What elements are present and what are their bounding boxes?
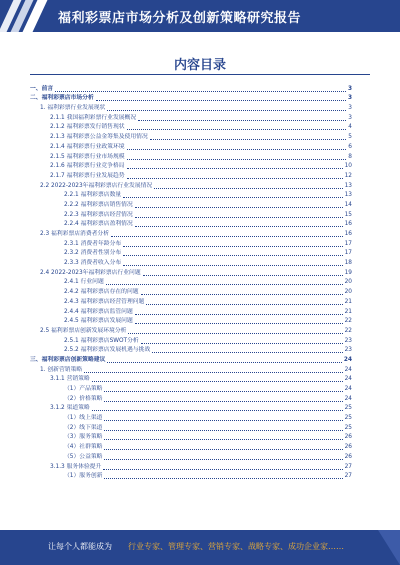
toc-entry[interactable] <box>30 297 352 307</box>
toc-entry-label: 2.4.2 福利彩票店存在的问题 <box>64 289 139 296</box>
toc-entry[interactable] <box>30 278 352 288</box>
toc-entry-label: 2.2.2 福利彩票店销售情况 <box>64 201 133 208</box>
table-of-contents <box>30 84 352 481</box>
toc-entry-page: 10 <box>344 163 352 170</box>
toc-entry-label: 2.2.3 福利彩票店经营情况 <box>64 211 133 218</box>
toc-entry-label: 3.1.1 营销策略 <box>50 376 90 383</box>
toc-entry[interactable] <box>30 326 352 336</box>
toc-leader-dots <box>107 362 342 363</box>
toc-entry[interactable] <box>30 142 352 152</box>
toc-entry[interactable] <box>30 229 352 239</box>
toc-leader-dots <box>135 207 343 208</box>
toc-entry[interactable] <box>30 162 352 172</box>
toc-entry-label: 2.1.4 福利彩票行业政策环境 <box>50 143 125 150</box>
toc-entry[interactable] <box>30 132 352 142</box>
toc-entry[interactable] <box>30 84 352 94</box>
toc-entry-page: 25 <box>344 424 352 431</box>
toc-entry-page: 26 <box>344 444 352 451</box>
toc-leader-dots <box>141 294 343 295</box>
toc-entry-label: 2.2 2022-2023年福利彩票店行业发展情况 <box>40 182 153 189</box>
toc-entry-page: 12 <box>344 172 352 179</box>
footer-tagline: 行业专家、管理专家、营销专家、战略专家、成功企业家…… <box>128 542 344 551</box>
toc-leader-dots <box>107 110 346 111</box>
toc-entry-page: 24 <box>344 366 352 373</box>
toc-entry-label: （1）线上渠道 <box>64 415 103 422</box>
toc-entry-page: 5 <box>348 134 352 141</box>
toc-entry-label: （1）服务创新 <box>64 473 103 480</box>
toc-entry[interactable] <box>30 404 352 414</box>
toc-entry[interactable] <box>30 181 352 191</box>
toc-entry-label: 3.1.2 渠道策略 <box>50 405 90 412</box>
toc-leader-dots <box>141 343 343 344</box>
toc-entry-page: 8 <box>348 153 352 160</box>
toc-leader-dots <box>104 430 342 431</box>
toc-entry-label: 2.1.6 福利彩票行业竞争格局 <box>50 163 125 170</box>
toc-entry[interactable] <box>30 423 352 433</box>
toc-entry[interactable] <box>30 452 352 462</box>
toc-leader-dots <box>138 120 346 121</box>
toc-entry[interactable] <box>30 375 352 385</box>
toc-entry[interactable] <box>30 249 352 259</box>
toc-leader-dots <box>150 139 347 140</box>
toc-entry-page: 4 <box>348 124 352 131</box>
toc-entry-page: 21 <box>344 308 352 315</box>
toc-leader-dots <box>104 420 342 421</box>
toc-entry-page: 26 <box>344 434 352 441</box>
toc-entry-page: 24 <box>344 395 352 402</box>
toc-entry-label: 1. 创新营销策略 <box>40 366 83 373</box>
toc-entry-label: 2.3.2 消费者性别分布 <box>64 250 122 257</box>
toc-leader-dots <box>127 168 343 169</box>
toc-entry-page: 14 <box>344 201 352 208</box>
toc-entry-page: 19 <box>344 269 352 276</box>
toc-entry-page: 23 <box>344 347 352 354</box>
toc-entry-label: 一、前言 <box>30 85 54 92</box>
toc-entry-page: 24 <box>343 356 352 363</box>
toc-entry[interactable] <box>30 268 352 278</box>
toc-entry[interactable] <box>30 220 352 230</box>
toc-entry[interactable] <box>30 346 352 356</box>
toc-leader-dots <box>111 236 343 237</box>
toc-entry-page: 25 <box>344 405 352 412</box>
toc-entry-page: 24 <box>344 386 352 392</box>
report-footer <box>0 530 400 565</box>
toc-entry-label: 2.4 2022-2023年福利彩票店行业问题 <box>40 269 141 276</box>
toc-entry[interactable] <box>30 365 352 375</box>
toc-entry[interactable] <box>30 394 352 404</box>
toc-entry-label: （2）价格策略 <box>64 395 103 402</box>
toc-entry[interactable] <box>30 433 352 443</box>
toc-entry[interactable] <box>30 413 352 423</box>
toc-entry-label: 2.1.2 福利彩票发行销售现状 <box>50 124 125 131</box>
toc-leader-dots <box>128 333 342 334</box>
toc-entry-label: 1. 福利彩票行业发展现状 <box>40 105 106 112</box>
toc-entry-page: 25 <box>344 415 352 422</box>
toc-entry-label: 2.2.1 福利彩票店数量 <box>64 192 122 199</box>
toc-entry-label: 2.5.2 福利彩票店发展机遇与挑战 <box>64 347 151 354</box>
toc-leader-dots <box>152 352 342 353</box>
toc-entry-label: 2.1.1 我国福利彩票行业发展概况 <box>50 114 137 121</box>
toc-entry[interactable] <box>30 94 352 104</box>
toc-entry-label: （1）产品策略 <box>64 386 103 392</box>
toc-entry[interactable] <box>30 336 352 346</box>
toc-leader-dots <box>135 314 343 315</box>
toc-leader-dots <box>123 255 342 256</box>
toc-heading: 内容目录 <box>173 58 226 73</box>
toc-entry-page: 13 <box>344 182 352 189</box>
toc-leader-dots <box>106 284 343 285</box>
toc-entry[interactable] <box>30 191 352 201</box>
toc-entry[interactable] <box>30 103 352 113</box>
toc-leader-dots <box>84 372 342 373</box>
toc-entry-page: 27 <box>344 473 352 480</box>
toc-entry-label: 2.4.5 福利彩票店发展问题 <box>64 318 133 325</box>
toc-entry-label: 2.2.4 福利彩票店盈利情况 <box>64 221 133 228</box>
toc-entry-page: 18 <box>344 260 352 267</box>
toc-leader-dots <box>123 246 342 247</box>
toc-leader-dots <box>104 478 342 479</box>
toc-leader-dots <box>123 197 342 198</box>
toc-entry-label: （4）社群策略 <box>64 444 103 451</box>
toc-entry[interactable] <box>30 113 352 123</box>
toc-leader-dots <box>154 188 342 189</box>
toc-entry-page: 3 <box>347 85 352 92</box>
toc-divider <box>30 74 370 75</box>
toc-entry-page: 16 <box>344 231 352 237</box>
toc-entry-label: 三、福利彩票店创新策略建议 <box>30 356 106 363</box>
toc-leader-dots <box>55 91 346 92</box>
toc-entry-label: 2.1.3 福利彩票公益金筹集及使用情况 <box>50 134 148 141</box>
toc-leader-dots <box>143 275 343 276</box>
toc-leader-dots <box>104 459 342 460</box>
toc-entry-label: 2.5.1 福利彩票店SWOT分析 <box>64 337 139 344</box>
toc-leader-dots <box>92 410 343 411</box>
toc-entry-page: 3 <box>348 114 352 121</box>
toc-leader-dots <box>123 265 342 266</box>
toc-entry-page: 20 <box>344 289 352 296</box>
toc-entry-label: 2.3.1 消费者年龄分布 <box>64 240 122 247</box>
toc-entry-page: 15 <box>344 211 352 218</box>
toc-leader-dots <box>104 439 342 440</box>
toc-entry[interactable] <box>30 239 352 249</box>
toc-entry-page: 3 <box>348 105 352 112</box>
toc-entry-label: 2.3.3 消费者收入分布 <box>64 260 122 267</box>
toc-leader-dots <box>135 323 343 324</box>
toc-leader-dots <box>104 401 342 402</box>
toc-entry-page: 21 <box>344 298 352 305</box>
toc-leader-dots <box>135 217 343 218</box>
toc-leader-dots <box>127 159 347 160</box>
toc-leader-dots <box>127 149 347 150</box>
toc-entry-label: 2.1.5 福利彩票行业市场规模 <box>50 153 125 160</box>
toc-leader-dots <box>146 304 342 305</box>
toc-entry[interactable] <box>30 287 352 297</box>
toc-entry-page: 20 <box>344 279 352 286</box>
toc-entry-label: 2.4.1 行业问题 <box>64 279 104 286</box>
toc-leader-dots <box>104 391 342 392</box>
toc-entry[interactable] <box>30 258 352 268</box>
toc-entry-label: 2.3 福利彩票店消费者分析 <box>40 231 110 237</box>
toc-leader-dots <box>104 449 342 450</box>
toc-entry-page: 22 <box>344 318 352 325</box>
toc-entry[interactable] <box>30 200 352 210</box>
toc-entry-label: （5）公益策略 <box>64 453 103 460</box>
toc-entry[interactable] <box>30 355 352 365</box>
toc-entry-page: 24 <box>344 376 352 383</box>
toc-entry-page: 16 <box>344 221 352 228</box>
toc-leader-dots <box>92 381 343 382</box>
toc-entry-label: 2.5 福利彩票店创新发展环境分析 <box>40 327 127 334</box>
toc-entry-label: 2.1.7 福利彩票行业发展趋势 <box>50 172 125 179</box>
toc-entry[interactable] <box>30 384 352 394</box>
toc-entry[interactable] <box>30 462 352 472</box>
toc-entry-page: 6 <box>348 143 352 150</box>
footer-slogan: 让每个人都能成为 <box>48 542 112 551</box>
toc-entry-page: 3 <box>347 95 352 102</box>
toc-entry-label: 2.4.3 福利彩票店经营管理问题 <box>64 298 145 305</box>
toc-leader-dots <box>96 100 346 101</box>
footer-corner-decoration <box>378 530 400 565</box>
toc-leader-dots <box>127 129 347 130</box>
toc-entry[interactable] <box>30 210 352 220</box>
toc-entry[interactable] <box>30 317 352 327</box>
toc-entry[interactable] <box>30 442 352 452</box>
toc-entry-label: 3.1.3 服务体验提升 <box>50 463 102 470</box>
toc-leader-dots <box>135 226 343 227</box>
toc-entry[interactable] <box>30 171 352 181</box>
toc-leader-dots <box>103 469 342 470</box>
toc-entry-page: 27 <box>344 463 352 470</box>
toc-entry-label: 二、福利彩票店市场分析 <box>30 95 94 102</box>
toc-entry-label: 2.4.4 福利彩票店监管问题 <box>64 308 133 315</box>
toc-entry-label: （2）线下渠道 <box>64 424 103 431</box>
toc-entry-page: 26 <box>344 453 352 460</box>
toc-entry[interactable] <box>30 307 352 317</box>
toc-entry-page: 23 <box>344 337 352 344</box>
toc-entry-label: （3）服务策略 <box>64 434 103 441</box>
report-title: 福利彩票店市场分析及创新策略研究报告 <box>58 11 302 26</box>
toc-leader-dots <box>127 178 343 179</box>
toc-entry-page: 17 <box>344 240 352 247</box>
toc-entry[interactable] <box>30 152 352 162</box>
toc-entry[interactable] <box>30 123 352 133</box>
report-header <box>0 0 400 32</box>
toc-entry-page: 13 <box>344 192 352 199</box>
toc-entry-page: 22 <box>344 327 352 334</box>
toc-entry[interactable] <box>30 472 352 482</box>
toc-entry-page: 17 <box>344 250 352 257</box>
